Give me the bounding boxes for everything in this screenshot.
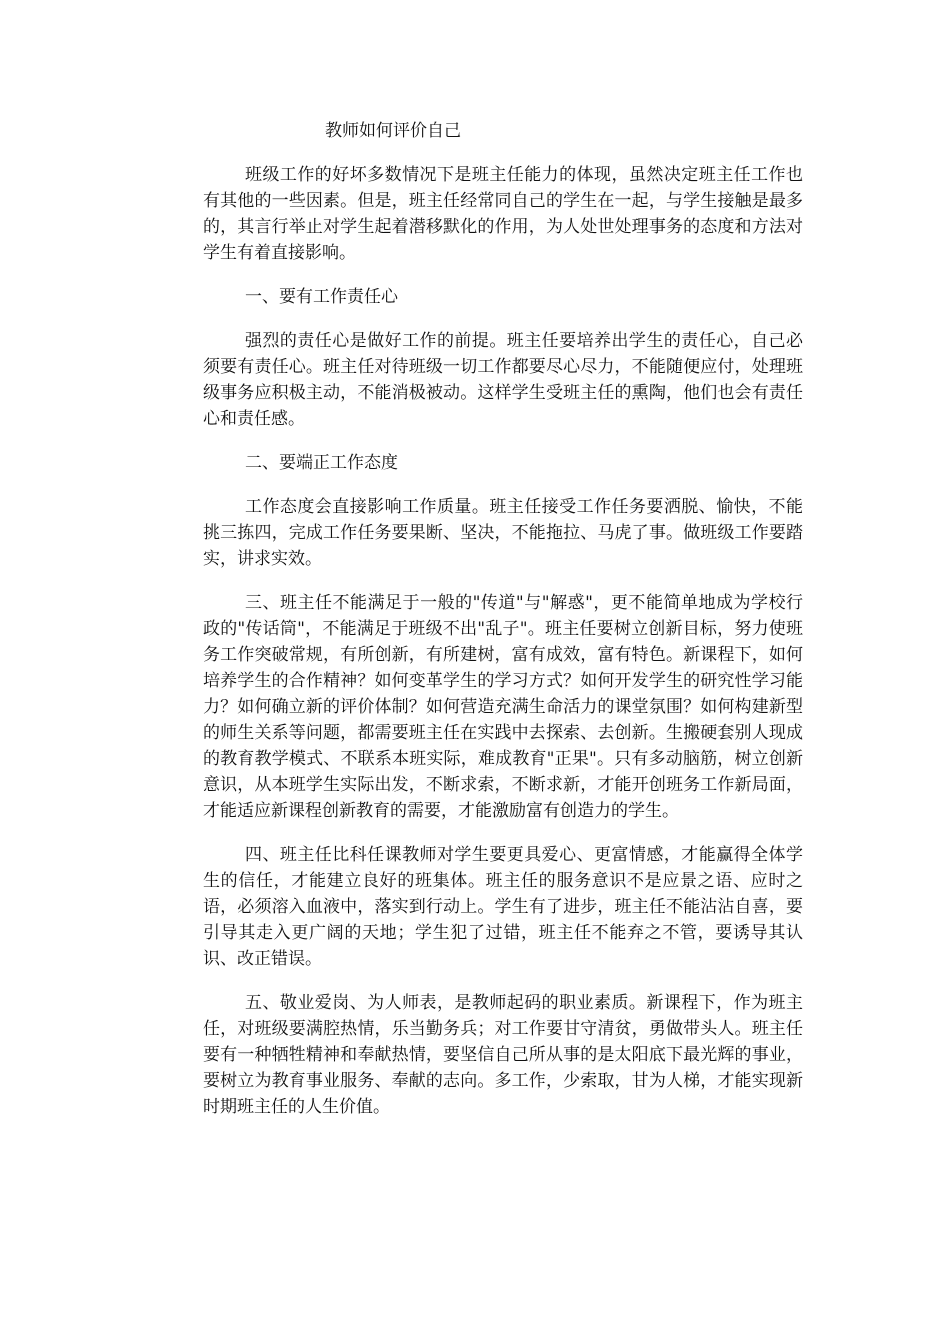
section-heading-1: 一、要有工作责任心 bbox=[245, 287, 398, 307]
document-title: 教师如何评价自己 bbox=[325, 121, 461, 141]
paragraph-intro: 班级工作的好坏多数情况下是班主任能力的体现，虽然决定班主任工作也有其他的一些因素。但是，班主任经常同自己的学生在一起，与学生接触是最多的，其言行举止对学生起着潜移默化的作用，为人处世处理事务的态度和方法对学生有着直接影响。 bbox=[203, 165, 803, 263]
paragraph-responsibility: 强烈的责任心是做好工作的前提。班主任要培养出学生的责任心，自己必须要有责任心。班主任对待班级一切工作都要尽心尽力，不能随便应付，处理班级事务应积极主动，不能消极被动。这样学生受班主任的熏陶，他们也会有责任心和责任感。 bbox=[203, 331, 803, 429]
document-body bbox=[203, 118, 803, 1138]
paragraph-dedication: 五、敬业爱岗、为人师表，是教师起码的职业素质。新课程下，作为班主任，对班级要满腔热情，乐当勤务兵；对工作要甘守清贫，勇做带头人。班主任要有一种牺牲精神和奉献热情，要坚信自己所从事的是太阳底下最光辉的事业，要树立为教育事业服务、奉献的志向。多工作，少索取，甘为人梯，才能实现新时期班主任的人生价值。 bbox=[203, 993, 803, 1117]
section-heading-2: 二、要端正工作态度 bbox=[245, 453, 398, 473]
paragraph-care: 四、班主任比科任课教师对学生要更具爱心、更富情感，才能赢得全体学生的信任，才能建立良好的班集体。班主任的服务意识不是应景之语、应时之语，必须溶入血液中，落实到行动上。学生有了进步，班主任不能沾沾自喜，要引导其走入更广阔的天地；学生犯了过错，班主任不能弃之不管，要诱导其认识、改正错误。 bbox=[203, 845, 803, 969]
paragraph-attitude: 工作态度会直接影响工作质量。班主任接受工作任务要洒脱、愉快，不能挑三拣四，完成工作任务要果断、坚决，不能拖拉、马虎了事。做班级工作要踏实，讲求实效。 bbox=[203, 497, 803, 569]
paragraph-innovation: 三、班主任不能满足于一般的"传道"与"解惑"，更不能简单地成为学校行政的"传话筒"，不能满足于班级不出"乱子"。班主任要树立创新目标，努力使班务工作突破常规，有所创新，有所建树，富有成效，富有特色。新课程下，如何培养学生的合作精神？如何变革学生的学习方式？如何开发学生的研究性学习能力？如何确立新的评价体制？如何营造充满生命活力的课堂氛围？如何构建新型的师生关系等问题，都需要班主任在实践中去探索、去创新。生搬硬套别人现成的教育教学模式、不联系本班实际，难成教育"正果"。只有多动脑筋，树立创新意识，从本班学生实际出发，不断求索，不断求新，才能开创班务工作新局面，才能适应新课程创新教育的需要，才能激励富有创造力的学生。 bbox=[203, 593, 803, 821]
